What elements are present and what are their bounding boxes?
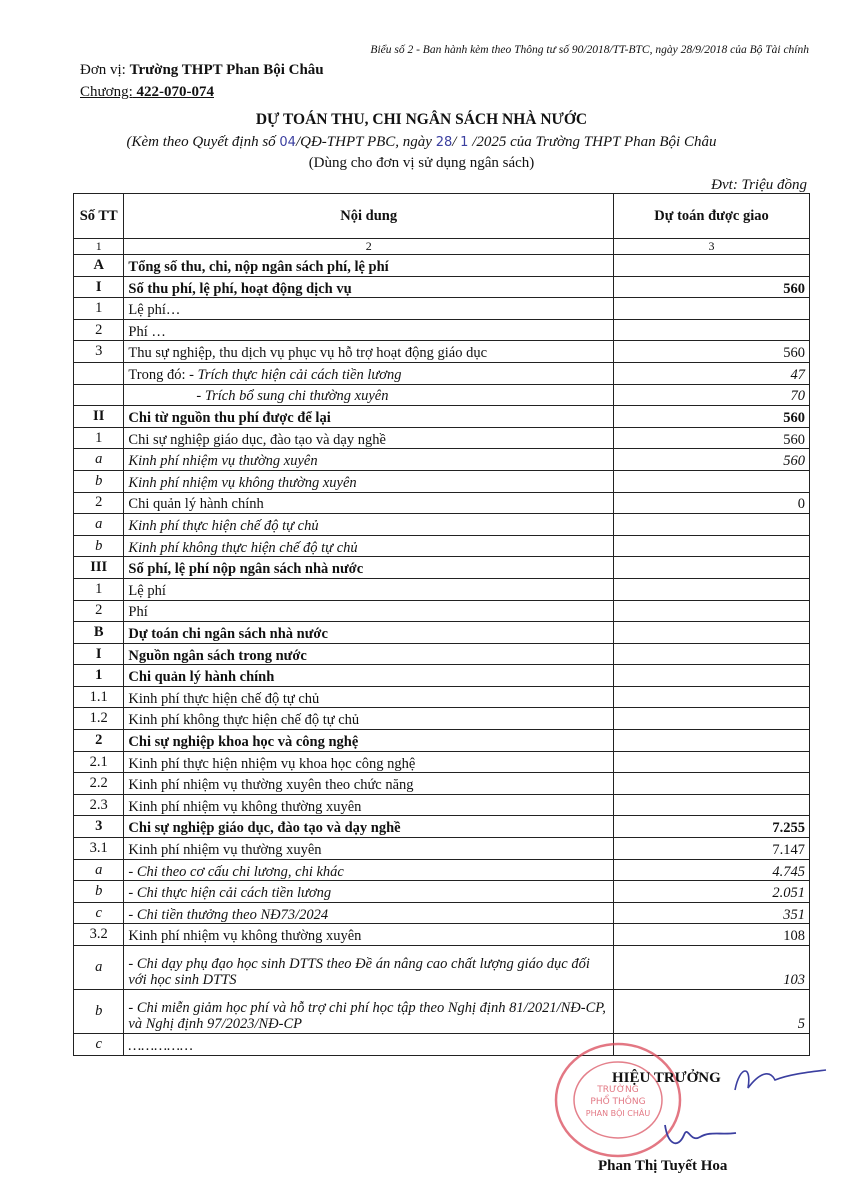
- row-value: 70: [614, 384, 810, 406]
- column-number-row: [74, 239, 810, 255]
- decision-sep: /: [452, 134, 457, 150]
- decision-day: 28: [435, 135, 453, 150]
- chapter-label: Chương:: [80, 84, 133, 100]
- row-stt: b: [74, 535, 124, 557]
- row-content: Kinh phí nhiệm vụ thường xuyên: [124, 838, 614, 860]
- row-value: [614, 773, 810, 795]
- svg-text:PHAN BỘI CHÂU: PHAN BỘI CHÂU: [585, 1109, 651, 1118]
- svg-text:TRƯỜNG: TRƯỜNG: [597, 1085, 639, 1095]
- row-value: 0: [614, 492, 810, 514]
- row-stt: 3: [74, 341, 124, 363]
- row-value: [614, 751, 810, 773]
- row-value: [614, 255, 810, 277]
- header-content: Nội dung: [124, 194, 614, 239]
- row-value: [614, 643, 810, 665]
- table-row: [74, 946, 810, 990]
- row-value: [614, 708, 810, 730]
- table-row: [74, 276, 810, 298]
- header-stt: Số TT: [74, 194, 124, 239]
- page-title: DỰ TOÁN THU, CHI NGÂN SÁCH NHÀ NƯỚC: [255, 111, 588, 128]
- row-content: Kinh phí nhiệm vụ không thường xuyên: [124, 470, 614, 492]
- table-row: [74, 816, 810, 838]
- row-stt: b: [74, 881, 124, 903]
- row-content: Chi sự nghiệp giáo dục, đào tạo và dạy nghề: [124, 427, 614, 449]
- table-row: [74, 881, 810, 903]
- form-reference: Biểu số 2 - Ban hành kèm theo Thông tư số 90/2018/TT-BTC, ngày 28/9/2018 của Bộ Tài chính: [370, 44, 809, 56]
- row-value: 103: [614, 946, 810, 990]
- table-row: [74, 384, 810, 406]
- row-value: [614, 794, 810, 816]
- row-content: Chi sự nghiệp khoa học và công nghệ: [124, 730, 614, 752]
- header-value: Dự toán được giao: [614, 194, 810, 239]
- row-value: 351: [614, 902, 810, 924]
- row-content: Chi từ nguồn thu phí được để lại: [124, 406, 614, 428]
- row-content: - Trích bổ sung chi thường xuyên: [124, 384, 614, 406]
- row-content: Kinh phí không thực hiện chế độ tự chủ: [124, 535, 614, 557]
- colnum-content: 2: [124, 239, 614, 255]
- row-content: ……………: [124, 1034, 614, 1056]
- table-row: [74, 427, 810, 449]
- row-stt: 2: [74, 600, 124, 622]
- row-value: 4.745: [614, 859, 810, 881]
- row-stt: 1: [74, 665, 124, 687]
- row-value: [614, 686, 810, 708]
- row-value: 560: [614, 449, 810, 471]
- row-stt: c: [74, 1034, 124, 1056]
- row-stt: [74, 384, 124, 406]
- row-value: [614, 514, 810, 536]
- table-row: [74, 686, 810, 708]
- row-content: Kinh phí thực hiện chế độ tự chủ: [124, 514, 614, 536]
- row-value: 5: [614, 990, 810, 1034]
- row-content: Kinh phí thực hiện chế độ tự chủ: [124, 686, 614, 708]
- table-row: [74, 470, 810, 492]
- unit-label: Đơn vị:: [80, 62, 126, 78]
- row-content: - Chi thực hiện cải cách tiền lương: [124, 881, 614, 903]
- table-row: [74, 362, 810, 384]
- row-stt: a: [74, 514, 124, 536]
- row-content: - Chi tiền thưởng theo NĐ73/2024: [124, 902, 614, 924]
- row-content: Trong đó: - Trích thực hiện cải cách tiền lương: [124, 362, 614, 384]
- row-content: - Chi miễn giảm học phí và hỗ trợ chi phí học tập theo Nghị định 81/2021/NĐ-CP, và Nghị định 97/2023/NĐ-CP: [124, 990, 614, 1034]
- row-value: [614, 730, 810, 752]
- table-row: [74, 990, 810, 1034]
- table-row: [74, 794, 810, 816]
- row-stt: c: [74, 902, 124, 924]
- row-content: Lệ phí: [124, 578, 614, 600]
- decision-reference: [0, 134, 843, 151]
- row-content: Phí …: [124, 319, 614, 341]
- row-stt: A: [74, 255, 124, 277]
- row-content: Số phí, lệ phí nộp ngân sách nhà nước: [124, 557, 614, 579]
- row-content: Số thu phí, lệ phí, hoạt động dịch vụ: [124, 276, 614, 298]
- row-stt: 1: [74, 578, 124, 600]
- handwritten-signature-icon: [660, 1115, 740, 1155]
- table-row: [74, 859, 810, 881]
- chapter-line: [80, 84, 214, 101]
- table-row: [74, 643, 810, 665]
- table-row: [74, 773, 810, 795]
- row-stt: a: [74, 859, 124, 881]
- table-row: [74, 751, 810, 773]
- row-stt: 3.2: [74, 924, 124, 946]
- table-row: [74, 514, 810, 536]
- budget-table: [73, 193, 810, 1056]
- table-row: [74, 600, 810, 622]
- row-stt: 3: [74, 816, 124, 838]
- table-row: [74, 492, 810, 514]
- row-content: Kinh phí thực hiện nhiệm vụ khoa học công nghệ: [124, 751, 614, 773]
- table-row: [74, 665, 810, 687]
- table-row: [74, 708, 810, 730]
- decision-month: 1: [460, 135, 469, 150]
- usage-note: (Dùng cho đơn vị sử dụng ngân sách): [308, 155, 535, 171]
- row-stt: 1.1: [74, 686, 124, 708]
- unit-name: Trường THPT Phan Bội Châu: [129, 62, 324, 78]
- table-row: [74, 406, 810, 428]
- row-content: Nguồn ngân sách trong nước: [124, 643, 614, 665]
- table-row: [74, 578, 810, 600]
- row-value: [614, 622, 810, 644]
- row-stt: 3.1: [74, 838, 124, 860]
- table-header-row: [74, 194, 810, 239]
- row-value: [614, 470, 810, 492]
- table-row: [74, 255, 810, 277]
- table-row: [74, 924, 810, 946]
- row-content: Dự toán chi ngân sách nhà nước: [124, 622, 614, 644]
- signature-title: HIỆU TRƯỞNG: [612, 1070, 721, 1086]
- table-row: [74, 622, 810, 644]
- row-value: 560: [614, 406, 810, 428]
- row-content: - Chi theo cơ cấu chi lương, chi khác: [124, 859, 614, 881]
- currency-unit-note: Đvt: Triệu đồng: [711, 177, 807, 193]
- row-content: Phí: [124, 600, 614, 622]
- colnum-value: 3: [614, 239, 810, 255]
- row-value: 7.255: [614, 816, 810, 838]
- row-stt: 2.3: [74, 794, 124, 816]
- table-row: [74, 535, 810, 557]
- row-stt: 1: [74, 298, 124, 320]
- row-content: Kinh phí không thực hiện chế độ tự chủ: [124, 708, 614, 730]
- row-value: 560: [614, 427, 810, 449]
- row-value: 47: [614, 362, 810, 384]
- row-content: - Chi dạy phụ đạo học sinh DTTS theo Đề án nâng cao chất lượng giáo dục đối với học sinh DTTS: [124, 946, 614, 990]
- row-stt: b: [74, 990, 124, 1034]
- row-stt: II: [74, 406, 124, 428]
- svg-text:PHỔ THÔNG: PHỔ THÔNG: [590, 1097, 646, 1107]
- table-row: [74, 319, 810, 341]
- row-stt: 2.2: [74, 773, 124, 795]
- row-content: Thu sự nghiệp, thu dịch vụ phục vụ hỗ trợ hoạt động giáo dục: [124, 341, 614, 363]
- signature-block: [540, 1040, 830, 1190]
- row-stt: a: [74, 946, 124, 990]
- table-row: [74, 838, 810, 860]
- row-stt: III: [74, 557, 124, 579]
- row-content: Kinh phí nhiệm vụ không thường xuyên: [124, 794, 614, 816]
- row-stt: I: [74, 276, 124, 298]
- row-content: Kinh phí nhiệm vụ thường xuyên: [124, 449, 614, 471]
- row-stt: 2.1: [74, 751, 124, 773]
- decision-number: 04: [279, 135, 296, 150]
- decision-middle: /QĐ-THPT PBC, ngày: [295, 134, 432, 150]
- row-value: [614, 557, 810, 579]
- table-row: [74, 298, 810, 320]
- row-content: Kinh phí nhiệm vụ không thường xuyên: [124, 924, 614, 946]
- row-value: 7.147: [614, 838, 810, 860]
- table-row: [74, 557, 810, 579]
- row-value: [614, 319, 810, 341]
- row-value: 108: [614, 924, 810, 946]
- table-row: [74, 449, 810, 471]
- row-stt: 2: [74, 319, 124, 341]
- table-body: [74, 255, 810, 1056]
- row-stt: 1.2: [74, 708, 124, 730]
- row-content: Kinh phí nhiệm vụ thường xuyên theo chức năng: [124, 773, 614, 795]
- row-value: [614, 600, 810, 622]
- row-stt: 1: [74, 427, 124, 449]
- decision-prefix: (Kèm theo Quyết định số: [126, 134, 276, 150]
- row-content: Chi sự nghiệp giáo dục, đào tạo và dạy nghề: [124, 816, 614, 838]
- row-value: [614, 578, 810, 600]
- table-row: [74, 730, 810, 752]
- signatory-name: Phan Thị Tuyết Hoa: [598, 1158, 728, 1174]
- row-content: Chi quản lý hành chính: [124, 492, 614, 514]
- decision-suffix: /2025 của Trường THPT Phan Bội Châu: [472, 134, 717, 150]
- row-stt: 2: [74, 492, 124, 514]
- row-stt: [74, 362, 124, 384]
- colnum-stt: 1: [74, 239, 124, 255]
- row-stt: b: [74, 470, 124, 492]
- row-content: Tổng số thu, chi, nộp ngân sách phí, lệ phí: [124, 255, 614, 277]
- chapter-code: 422-070-074: [136, 84, 214, 100]
- row-value: 560: [614, 341, 810, 363]
- row-stt: B: [74, 622, 124, 644]
- unit-line: [80, 62, 324, 79]
- row-stt: 2: [74, 730, 124, 752]
- row-stt: a: [74, 449, 124, 471]
- row-value: 560: [614, 276, 810, 298]
- row-content: Lệ phí…: [124, 298, 614, 320]
- row-content: Chi quản lý hành chính: [124, 665, 614, 687]
- row-value: 2.051: [614, 881, 810, 903]
- table-row: [74, 341, 810, 363]
- row-value: [614, 535, 810, 557]
- signature-mark-icon: [730, 1060, 830, 1100]
- row-stt: I: [74, 643, 124, 665]
- row-value: [614, 665, 810, 687]
- table-row: [74, 902, 810, 924]
- row-value: [614, 298, 810, 320]
